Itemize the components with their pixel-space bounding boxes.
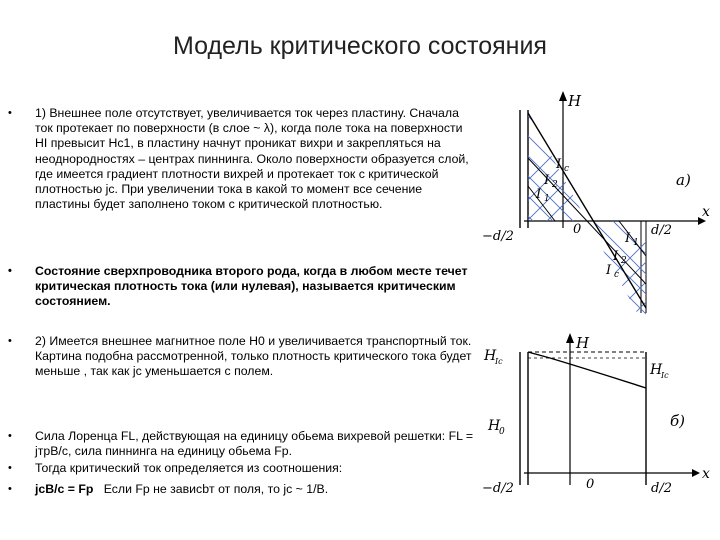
bullet-text: Тогда критический ток определяется из соотношения: [35, 461, 343, 475]
diagram-a [480, 88, 720, 323]
label-ic-right-sub: c [614, 270, 620, 280]
label-minus-d2: −d/2 [482, 229, 514, 244]
label-i2-left-sub: 2 [552, 180, 558, 190]
label-h0: H [488, 418, 501, 434]
label-minus-d2: −d/2 [482, 481, 514, 496]
label-hic-right: H [650, 362, 663, 378]
label-i2-left: I [544, 173, 550, 188]
profile-ic [528, 113, 646, 308]
label-plus-d2: d/2 [651, 481, 672, 496]
bullet-dot-icon: • [8, 265, 12, 277]
label-ic-left: I [556, 157, 562, 172]
label-i1-left: I [536, 187, 542, 202]
label-i2-right-sub: 2 [621, 256, 627, 266]
axis-label-x: x [702, 466, 710, 482]
y-axis-arrow-icon [566, 333, 574, 343]
label-h0-sub: 0 [499, 427, 505, 437]
label-hic-right-sub: Ic [661, 371, 669, 380]
hatch-right [580, 188, 680, 323]
bullet-text: 1) Внешнее поле отсутствует, увеличивается ток через пластину. Сначала ток протекает по поверхности (в слое ~ λ), когда поле тока на поверхности HI превысит Hc1, в пластину начнут проникат вихри и закрепляться на неоднородностях – центрах пиннинга. Около поверхности образуется слой, где имеется градиент плотности вихрей и протекает ток с критической плотностью jc. При увеличении тока в какой то момент все сечение пластины будет заполнено током с критической плотностью. [35, 106, 469, 212]
bullet-dot-icon: • [8, 462, 12, 474]
bullet-dot-icon: • [8, 483, 12, 495]
formula-note: Если Fp не зависbт от поля, то jc ~ 1/B. [103, 482, 329, 496]
label-i1-right: I [625, 231, 631, 246]
label-i1-right-sub: 1 [633, 238, 639, 248]
label-ic-left-sub: c [564, 164, 570, 174]
bullet-dot-icon: • [8, 107, 12, 119]
label-plus-d2: d/2 [651, 223, 672, 238]
label-hic-left: H [484, 348, 497, 364]
slide-title: Модель критического состояния [173, 32, 547, 60]
label-zero: 0 [586, 477, 595, 492]
bullet-dot-icon: • [8, 430, 12, 442]
bullet-text: 2) Имеется внешнее магнитное поле H0 и увеличивается транспортный ток. Картина подобна рассмотренной, только плотность критического тока будет меньше , так как jc уменьшается с полем. [35, 334, 472, 379]
x-axis-arrow-icon [692, 469, 700, 477]
field-profile [528, 352, 646, 388]
axis-label-h: H [568, 92, 582, 110]
label-i1-left-sub: 1 [544, 194, 550, 204]
diagram-tag-b: б) [670, 412, 686, 430]
label-i2-right: I [613, 249, 619, 264]
diagram-tag-a: a) [676, 171, 691, 189]
axis-label-x: x [702, 204, 710, 220]
bullet-dot-icon: • [8, 335, 12, 347]
axis-label-h: H [576, 334, 590, 352]
label-hic-left-sub: Ic [495, 357, 503, 366]
y-axis-arrow-icon [559, 91, 567, 101]
hatch-left [480, 88, 620, 323]
label-ic-right: I [606, 263, 612, 278]
critical-current-formula: jcB/c = Fp [35, 482, 94, 496]
bullet-text: Сила Лоренца FL, действующая на единицу обьема вихревой решетки: FL = jтрB/c, сила пиннинга на единицу обьема Fp. [35, 429, 474, 459]
bullet-text: Состояние сверхпроводника второго рода, когда в любом месте течет критическая плотность тока (или нулевая), называется критическим состоянием. [35, 264, 468, 309]
diagram-b [480, 330, 720, 510]
label-zero: 0 [573, 222, 582, 237]
